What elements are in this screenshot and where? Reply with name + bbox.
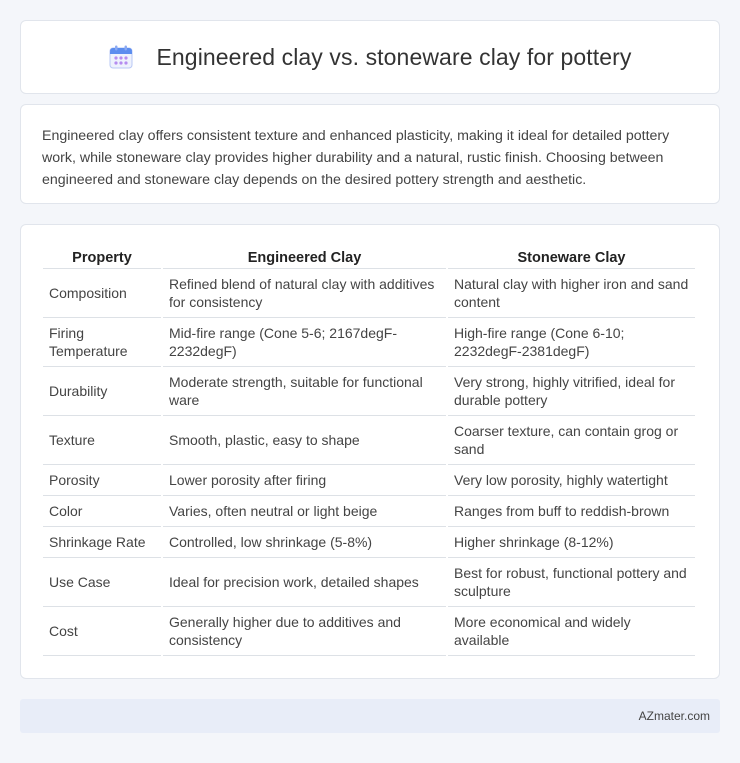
table-row — [43, 527, 695, 558]
header-property: Property — [43, 245, 161, 269]
cell-stoneware: Coarser texture, can contain grog or sand — [448, 416, 695, 465]
intro-paragraph: Engineered clay offers consistent texture and enhanced plasticity, making it ideal for detailed pottery work, while stoneware clay provides higher durability and a natural, rustic finish. Choosing between engineered and stoneware clay depends on the desired pottery strength and aesthetic. — [42, 128, 670, 188]
cell-stoneware: Very low porosity, highly watertight — [448, 465, 695, 496]
cell-stoneware: Ranges from buff to reddish-brown — [448, 496, 695, 527]
calendar-icon — [108, 44, 134, 70]
footer — [20, 699, 720, 733]
title-card — [20, 20, 720, 94]
table-row — [43, 416, 695, 465]
table-row — [43, 465, 695, 496]
page-title: Engineered clay vs. stoneware clay for pottery — [156, 43, 632, 70]
comparison-table — [41, 245, 697, 656]
table-row — [43, 607, 695, 656]
cell-engineered: Mid-fire range (Cone 5-6; 2167degF-2232degF) — [163, 318, 446, 367]
cell-engineered: Lower porosity after firing — [163, 465, 446, 496]
cell-engineered: Ideal for precision work, detailed shapes — [163, 558, 446, 607]
intro-card — [20, 104, 720, 204]
cell-property: Color — [43, 496, 161, 527]
cell-stoneware: Best for robust, functional pottery and sculpture — [448, 558, 695, 607]
table-row — [43, 318, 695, 367]
footer-site-name: AZmater.com — [638, 709, 710, 723]
cell-property: Use Case — [43, 558, 161, 607]
cell-property: Shrinkage Rate — [43, 527, 161, 558]
cell-engineered: Moderate strength, suitable for functional ware — [163, 367, 446, 416]
cell-stoneware: Higher shrinkage (8-12%) — [448, 527, 695, 558]
table-header-row — [43, 245, 695, 269]
cell-stoneware: High-fire range (Cone 6-10; 2232degF-2381degF) — [448, 318, 695, 367]
header-stoneware-clay: Stoneware Clay — [448, 245, 695, 269]
cell-property: Porosity — [43, 465, 161, 496]
cell-property: Texture — [43, 416, 161, 465]
table-row — [43, 558, 695, 607]
cell-property: Durability — [43, 367, 161, 416]
cell-property: Composition — [43, 269, 161, 318]
table-row — [43, 496, 695, 527]
cell-engineered: Smooth, plastic, easy to shape — [163, 416, 446, 465]
cell-engineered: Varies, often neutral or light beige — [163, 496, 446, 527]
comparison-table-card — [20, 224, 720, 679]
cell-property: Cost — [43, 607, 161, 656]
header-engineered-clay: Engineered Clay — [163, 245, 446, 269]
cell-property: Firing Temperature — [43, 318, 161, 367]
table-row — [43, 269, 695, 318]
cell-engineered: Generally higher due to additives and consistency — [163, 607, 446, 656]
table-row — [43, 367, 695, 416]
cell-stoneware: Natural clay with higher iron and sand content — [448, 269, 695, 318]
cell-engineered: Refined blend of natural clay with additives for consistency — [163, 269, 446, 318]
cell-stoneware: More economical and widely available — [448, 607, 695, 656]
cell-engineered: Controlled, low shrinkage (5-8%) — [163, 527, 446, 558]
cell-stoneware: Very strong, highly vitrified, ideal for durable pottery — [448, 367, 695, 416]
